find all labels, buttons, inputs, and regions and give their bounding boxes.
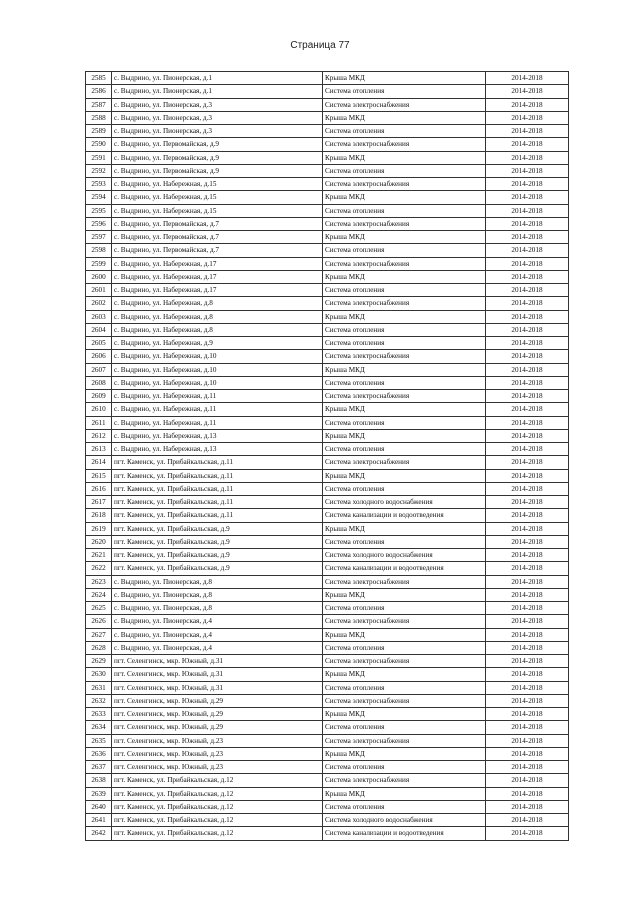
system-cell: Система электроснабжения [323, 178, 486, 191]
system-cell: Система отопления [323, 204, 486, 217]
table-row [86, 138, 569, 151]
row-number-cell: 2602 [86, 297, 112, 310]
table-row [86, 588, 569, 601]
period-cell: 2014-2018 [486, 522, 569, 535]
row-number-cell: 2604 [86, 323, 112, 336]
row-number-cell: 2633 [86, 708, 112, 721]
table-row [86, 708, 569, 721]
period-cell: 2014-2018 [486, 244, 569, 257]
page-title: Страница 77 [290, 40, 350, 51]
system-cell: Система электроснабжения [323, 217, 486, 230]
system-cell: Система электроснабжения [323, 734, 486, 747]
address-cell: с. Выдрино, ул. Первомайская, д.9 [112, 164, 323, 177]
row-number-cell: 2608 [86, 376, 112, 389]
period-cell: 2014-2018 [486, 615, 569, 628]
row-number-cell: 2612 [86, 429, 112, 442]
address-cell: пгт. Каменск, ул. Прибайкальская, д.9 [112, 535, 323, 548]
table-row [86, 323, 569, 336]
system-cell: Крыша МКД [323, 708, 486, 721]
address-cell: пгт. Каменск, ул. Прибайкальская, д.12 [112, 827, 323, 840]
system-cell: Крыша МКД [323, 363, 486, 376]
period-cell: 2014-2018 [486, 191, 569, 204]
system-cell: Система отопления [323, 535, 486, 548]
row-number-cell: 2599 [86, 257, 112, 270]
row-number-cell: 2640 [86, 800, 112, 813]
table-row [86, 231, 569, 244]
table-row [86, 151, 569, 164]
table-row [86, 456, 569, 469]
table-row [86, 694, 569, 707]
row-number-cell: 2597 [86, 231, 112, 244]
table-row [86, 244, 569, 257]
period-cell: 2014-2018 [486, 774, 569, 787]
row-number-cell: 2642 [86, 827, 112, 840]
period-cell: 2014-2018 [486, 761, 569, 774]
address-cell: с. Выдрино, ул. Набережная, д.10 [112, 363, 323, 376]
row-number-cell: 2634 [86, 721, 112, 734]
address-cell: пгт. Каменск, ул. Прибайкальская, д.11 [112, 469, 323, 482]
period-cell: 2014-2018 [486, 588, 569, 601]
period-cell: 2014-2018 [486, 85, 569, 98]
table-row [86, 72, 569, 85]
table-row [86, 403, 569, 416]
period-cell: 2014-2018 [486, 668, 569, 681]
table-row [86, 761, 569, 774]
period-cell: 2014-2018 [486, 310, 569, 323]
table-row [86, 787, 569, 800]
table-row [86, 85, 569, 98]
table-row [86, 774, 569, 787]
table-row [86, 125, 569, 138]
row-number-cell: 2615 [86, 469, 112, 482]
address-cell: с. Выдрино, ул. Первомайская, д.9 [112, 138, 323, 151]
period-cell: 2014-2018 [486, 814, 569, 827]
address-cell: пгт. Каменск, ул. Прибайкальская, д.12 [112, 800, 323, 813]
address-cell: с. Выдрино, ул. Набережная, д.15 [112, 191, 323, 204]
period-cell: 2014-2018 [486, 734, 569, 747]
system-cell: Система электроснабжения [323, 694, 486, 707]
row-number-cell: 2631 [86, 681, 112, 694]
row-number-cell: 2613 [86, 443, 112, 456]
row-number-cell: 2635 [86, 734, 112, 747]
address-cell: пгт. Каменск, ул. Прибайкальская, д.12 [112, 774, 323, 787]
address-cell: пгт. Селенгинск, мкр. Южный, д.31 [112, 668, 323, 681]
period-cell: 2014-2018 [486, 297, 569, 310]
table-row [86, 376, 569, 389]
system-cell: Крыша МКД [323, 270, 486, 283]
system-cell: Система отопления [323, 602, 486, 615]
row-number-cell: 2619 [86, 522, 112, 535]
period-cell: 2014-2018 [486, 164, 569, 177]
table-row [86, 721, 569, 734]
table-row [86, 310, 569, 323]
row-number-cell: 2596 [86, 217, 112, 230]
row-number-cell: 2585 [86, 72, 112, 85]
address-cell: с. Выдрино, ул. Набережная, д.9 [112, 337, 323, 350]
address-cell: с. Выдрино, ул. Набережная, д.13 [112, 429, 323, 442]
table-row [86, 350, 569, 363]
address-cell: с. Выдрино, ул. Первомайская, д.7 [112, 231, 323, 244]
address-cell: пгт. Селенгинск, мкр. Южный, д.29 [112, 721, 323, 734]
system-cell: Крыша МКД [323, 628, 486, 641]
address-cell: с. Выдрино, ул. Набережная, д.8 [112, 297, 323, 310]
address-cell: с. Выдрино, ул. Набережная, д.11 [112, 416, 323, 429]
system-cell: Система отопления [323, 376, 486, 389]
system-cell: Система электроснабжения [323, 257, 486, 270]
period-cell: 2014-2018 [486, 390, 569, 403]
row-number-cell: 2601 [86, 284, 112, 297]
row-number-cell: 2627 [86, 628, 112, 641]
table-row [86, 602, 569, 615]
system-cell: Система отопления [323, 337, 486, 350]
row-number-cell: 2616 [86, 482, 112, 495]
system-cell: Крыша МКД [323, 469, 486, 482]
row-number-cell: 2588 [86, 111, 112, 124]
address-cell: с. Выдрино, ул. Пионерская, д.4 [112, 615, 323, 628]
period-cell: 2014-2018 [486, 549, 569, 562]
table-row [86, 827, 569, 840]
system-cell: Крыша МКД [323, 231, 486, 244]
period-cell: 2014-2018 [486, 655, 569, 668]
table-row [86, 204, 569, 217]
system-cell: Система канализации и водоотведения [323, 562, 486, 575]
table-row [86, 814, 569, 827]
row-number-cell: 2639 [86, 787, 112, 800]
table-body [86, 72, 569, 841]
period-cell: 2014-2018 [486, 231, 569, 244]
period-cell: 2014-2018 [486, 257, 569, 270]
row-number-cell: 2626 [86, 615, 112, 628]
address-cell: с. Выдрино, ул. Первомайская, д.9 [112, 151, 323, 164]
address-cell: с. Выдрино, ул. Набережная, д.17 [112, 270, 323, 283]
address-cell: с. Выдрино, ул. Набережная, д.8 [112, 310, 323, 323]
row-number-cell: 2622 [86, 562, 112, 575]
system-cell: Система электроснабжения [323, 98, 486, 111]
row-number-cell: 2636 [86, 747, 112, 760]
period-cell: 2014-2018 [486, 694, 569, 707]
system-cell: Система канализации и водоотведения [323, 509, 486, 522]
system-cell: Система электроснабжения [323, 138, 486, 151]
table-row [86, 178, 569, 191]
system-cell: Крыша МКД [323, 522, 486, 535]
table-row [86, 297, 569, 310]
table-row [86, 337, 569, 350]
system-cell: Система холодного водоснабжения [323, 549, 486, 562]
address-cell: с. Выдрино, ул. Набережная, д.17 [112, 257, 323, 270]
address-cell: пгт. Каменск, ул. Прибайкальская, д.12 [112, 814, 323, 827]
address-cell: пгт. Селенгинск, мкр. Южный, д.31 [112, 655, 323, 668]
row-number-cell: 2637 [86, 761, 112, 774]
system-cell: Система электроснабжения [323, 350, 486, 363]
table-row [86, 747, 569, 760]
address-cell: с. Выдрино, ул. Первомайская, д.7 [112, 244, 323, 257]
row-number-cell: 2617 [86, 496, 112, 509]
system-cell: Система отопления [323, 721, 486, 734]
period-cell: 2014-2018 [486, 270, 569, 283]
table-row [86, 284, 569, 297]
row-number-cell: 2594 [86, 191, 112, 204]
row-number-cell: 2607 [86, 363, 112, 376]
table-row [86, 429, 569, 442]
table-row [86, 615, 569, 628]
address-cell: с. Выдрино, ул. Набережная, д.15 [112, 178, 323, 191]
table-row [86, 416, 569, 429]
system-cell: Система электроснабжения [323, 456, 486, 469]
system-cell: Крыша МКД [323, 588, 486, 601]
row-number-cell: 2587 [86, 98, 112, 111]
system-cell: Крыша МКД [323, 787, 486, 800]
row-number-cell: 2629 [86, 655, 112, 668]
period-cell: 2014-2018 [486, 562, 569, 575]
table-row [86, 390, 569, 403]
row-number-cell: 2614 [86, 456, 112, 469]
system-cell: Система отопления [323, 164, 486, 177]
row-number-cell: 2618 [86, 509, 112, 522]
row-number-cell: 2592 [86, 164, 112, 177]
address-cell: с. Выдрино, ул. Набережная, д.11 [112, 390, 323, 403]
table-row [86, 641, 569, 654]
address-cell: пгт. Селенгинск, мкр. Южный, д.23 [112, 761, 323, 774]
table-row [86, 270, 569, 283]
period-cell: 2014-2018 [486, 641, 569, 654]
period-cell: 2014-2018 [486, 376, 569, 389]
table-row [86, 469, 569, 482]
period-cell: 2014-2018 [486, 403, 569, 416]
period-cell: 2014-2018 [486, 323, 569, 336]
row-number-cell: 2590 [86, 138, 112, 151]
table-row [86, 549, 569, 562]
period-cell: 2014-2018 [486, 98, 569, 111]
row-number-cell: 2593 [86, 178, 112, 191]
row-number-cell: 2600 [86, 270, 112, 283]
system-cell: Система электроснабжения [323, 297, 486, 310]
period-cell: 2014-2018 [486, 496, 569, 509]
system-cell: Система холодного водоснабжения [323, 814, 486, 827]
table-row [86, 217, 569, 230]
period-cell: 2014-2018 [486, 628, 569, 641]
period-cell: 2014-2018 [486, 284, 569, 297]
row-number-cell: 2605 [86, 337, 112, 350]
address-cell: пгт. Селенгинск, мкр. Южный, д.29 [112, 694, 323, 707]
period-cell: 2014-2018 [486, 178, 569, 191]
table-row [86, 111, 569, 124]
table-row [86, 509, 569, 522]
period-cell: 2014-2018 [486, 125, 569, 138]
system-cell: Система отопления [323, 641, 486, 654]
period-cell: 2014-2018 [486, 575, 569, 588]
address-cell: с. Выдрино, ул. Пионерская, д.3 [112, 98, 323, 111]
system-cell: Крыша МКД [323, 403, 486, 416]
period-cell: 2014-2018 [486, 602, 569, 615]
address-cell: с. Выдрино, ул. Пионерская, д.8 [112, 575, 323, 588]
period-cell: 2014-2018 [486, 72, 569, 85]
period-cell: 2014-2018 [486, 217, 569, 230]
system-cell: Крыша МКД [323, 747, 486, 760]
address-cell: пгт. Каменск, ул. Прибайкальская, д.11 [112, 496, 323, 509]
address-cell: пгт. Каменск, ул. Прибайкальская, д.12 [112, 787, 323, 800]
table-row [86, 562, 569, 575]
address-cell: с. Выдрино, ул. Набережная, д.8 [112, 323, 323, 336]
row-number-cell: 2624 [86, 588, 112, 601]
period-cell: 2014-2018 [486, 681, 569, 694]
system-cell: Система отопления [323, 443, 486, 456]
address-cell: с. Выдрино, ул. Набережная, д.11 [112, 403, 323, 416]
period-cell: 2014-2018 [486, 151, 569, 164]
system-cell: Система отопления [323, 761, 486, 774]
system-cell: Система холодного водоснабжения [323, 496, 486, 509]
row-number-cell: 2630 [86, 668, 112, 681]
address-cell: с. Выдрино, ул. Пионерская, д.8 [112, 588, 323, 601]
address-cell: пгт. Селенгинск, мкр. Южный, д.23 [112, 734, 323, 747]
table-row [86, 535, 569, 548]
address-cell: с. Выдрино, ул. Набережная, д.15 [112, 204, 323, 217]
period-cell: 2014-2018 [486, 787, 569, 800]
system-cell: Крыша МКД [323, 111, 486, 124]
period-cell: 2014-2018 [486, 443, 569, 456]
system-cell: Система отопления [323, 416, 486, 429]
address-cell: пгт. Каменск, ул. Прибайкальская, д.11 [112, 482, 323, 495]
row-number-cell: 2641 [86, 814, 112, 827]
table-row [86, 363, 569, 376]
table-row [86, 164, 569, 177]
table-row [86, 191, 569, 204]
system-cell: Система электроснабжения [323, 390, 486, 403]
row-number-cell: 2628 [86, 641, 112, 654]
table-row [86, 575, 569, 588]
period-cell: 2014-2018 [486, 535, 569, 548]
system-cell: Система электроснабжения [323, 615, 486, 628]
row-number-cell: 2598 [86, 244, 112, 257]
table-row [86, 522, 569, 535]
system-cell: Система отопления [323, 284, 486, 297]
period-cell: 2014-2018 [486, 350, 569, 363]
row-number-cell: 2609 [86, 390, 112, 403]
address-cell: пгт. Каменск, ул. Прибайкальская, д.11 [112, 509, 323, 522]
address-cell: с. Выдрино, ул. Пионерская, д.3 [112, 111, 323, 124]
system-cell: Система отопления [323, 125, 486, 138]
system-cell: Система электроснабжения [323, 774, 486, 787]
period-cell: 2014-2018 [486, 429, 569, 442]
system-cell: Крыша МКД [323, 191, 486, 204]
address-cell: пгт. Селенгинск, мкр. Южный, д.31 [112, 681, 323, 694]
table-row [86, 443, 569, 456]
row-number-cell: 2589 [86, 125, 112, 138]
row-number-cell: 2606 [86, 350, 112, 363]
row-number-cell: 2620 [86, 535, 112, 548]
address-cell: пгт. Каменск, ул. Прибайкальская, д.11 [112, 456, 323, 469]
address-cell: пгт. Селенгинск, мкр. Южный, д.23 [112, 747, 323, 760]
table-row [86, 800, 569, 813]
row-number-cell: 2586 [86, 85, 112, 98]
system-cell: Крыша МКД [323, 151, 486, 164]
address-cell: с. Выдрино, ул. Набережная, д.17 [112, 284, 323, 297]
system-cell: Система отопления [323, 800, 486, 813]
row-number-cell: 2623 [86, 575, 112, 588]
system-cell: Крыша МКД [323, 429, 486, 442]
row-number-cell: 2621 [86, 549, 112, 562]
period-cell: 2014-2018 [486, 363, 569, 376]
period-cell: 2014-2018 [486, 747, 569, 760]
address-cell: с. Выдрино, ул. Пионерская, д.4 [112, 628, 323, 641]
period-cell: 2014-2018 [486, 708, 569, 721]
address-cell: с. Выдрино, ул. Пионерская, д.1 [112, 72, 323, 85]
table-row [86, 668, 569, 681]
system-cell: Система отопления [323, 85, 486, 98]
address-cell: с. Выдрино, ул. Пионерская, д.3 [112, 125, 323, 138]
table-row [86, 681, 569, 694]
table-row [86, 257, 569, 270]
row-number-cell: 2591 [86, 151, 112, 164]
row-number-cell: 2611 [86, 416, 112, 429]
table-row [86, 655, 569, 668]
period-cell: 2014-2018 [486, 416, 569, 429]
period-cell: 2014-2018 [486, 111, 569, 124]
address-cell: с. Выдрино, ул. Пионерская, д.8 [112, 602, 323, 615]
address-cell: с. Выдрино, ул. Первомайская, д.7 [112, 217, 323, 230]
row-number-cell: 2632 [86, 694, 112, 707]
period-cell: 2014-2018 [486, 827, 569, 840]
address-cell: пгт. Каменск, ул. Прибайкальская, д.9 [112, 549, 323, 562]
table-row [86, 734, 569, 747]
system-cell: Крыша МКД [323, 310, 486, 323]
period-cell: 2014-2018 [486, 204, 569, 217]
period-cell: 2014-2018 [486, 509, 569, 522]
system-cell: Система отопления [323, 244, 486, 257]
system-cell: Система канализации и водоотведения [323, 827, 486, 840]
repair-schedule-table [85, 71, 569, 841]
table-row [86, 482, 569, 495]
address-cell: пгт. Селенгинск, мкр. Южный, д.29 [112, 708, 323, 721]
address-cell: с. Выдрино, ул. Пионерская, д.1 [112, 85, 323, 98]
period-cell: 2014-2018 [486, 469, 569, 482]
period-cell: 2014-2018 [486, 138, 569, 151]
address-cell: с. Выдрино, ул. Пионерская, д.4 [112, 641, 323, 654]
period-cell: 2014-2018 [486, 800, 569, 813]
system-cell: Система отопления [323, 681, 486, 694]
system-cell: Крыша МКД [323, 72, 486, 85]
system-cell: Система электроснабжения [323, 575, 486, 588]
address-cell: пгт. Каменск, ул. Прибайкальская, д.9 [112, 562, 323, 575]
period-cell: 2014-2018 [486, 456, 569, 469]
system-cell: Система отопления [323, 482, 486, 495]
table-row [86, 496, 569, 509]
table-row [86, 628, 569, 641]
system-cell: Система электроснабжения [323, 655, 486, 668]
address-cell: с. Выдрино, ул. Набережная, д.10 [112, 350, 323, 363]
address-cell: с. Выдрино, ул. Набережная, д.13 [112, 443, 323, 456]
row-number-cell: 2638 [86, 774, 112, 787]
table-row [86, 98, 569, 111]
row-number-cell: 2603 [86, 310, 112, 323]
period-cell: 2014-2018 [486, 482, 569, 495]
row-number-cell: 2610 [86, 403, 112, 416]
system-cell: Крыша МКД [323, 668, 486, 681]
row-number-cell: 2595 [86, 204, 112, 217]
system-cell: Система отопления [323, 323, 486, 336]
address-cell: пгт. Каменск, ул. Прибайкальская, д.9 [112, 522, 323, 535]
period-cell: 2014-2018 [486, 337, 569, 350]
row-number-cell: 2625 [86, 602, 112, 615]
address-cell: с. Выдрино, ул. Набережная, д.10 [112, 376, 323, 389]
period-cell: 2014-2018 [486, 721, 569, 734]
